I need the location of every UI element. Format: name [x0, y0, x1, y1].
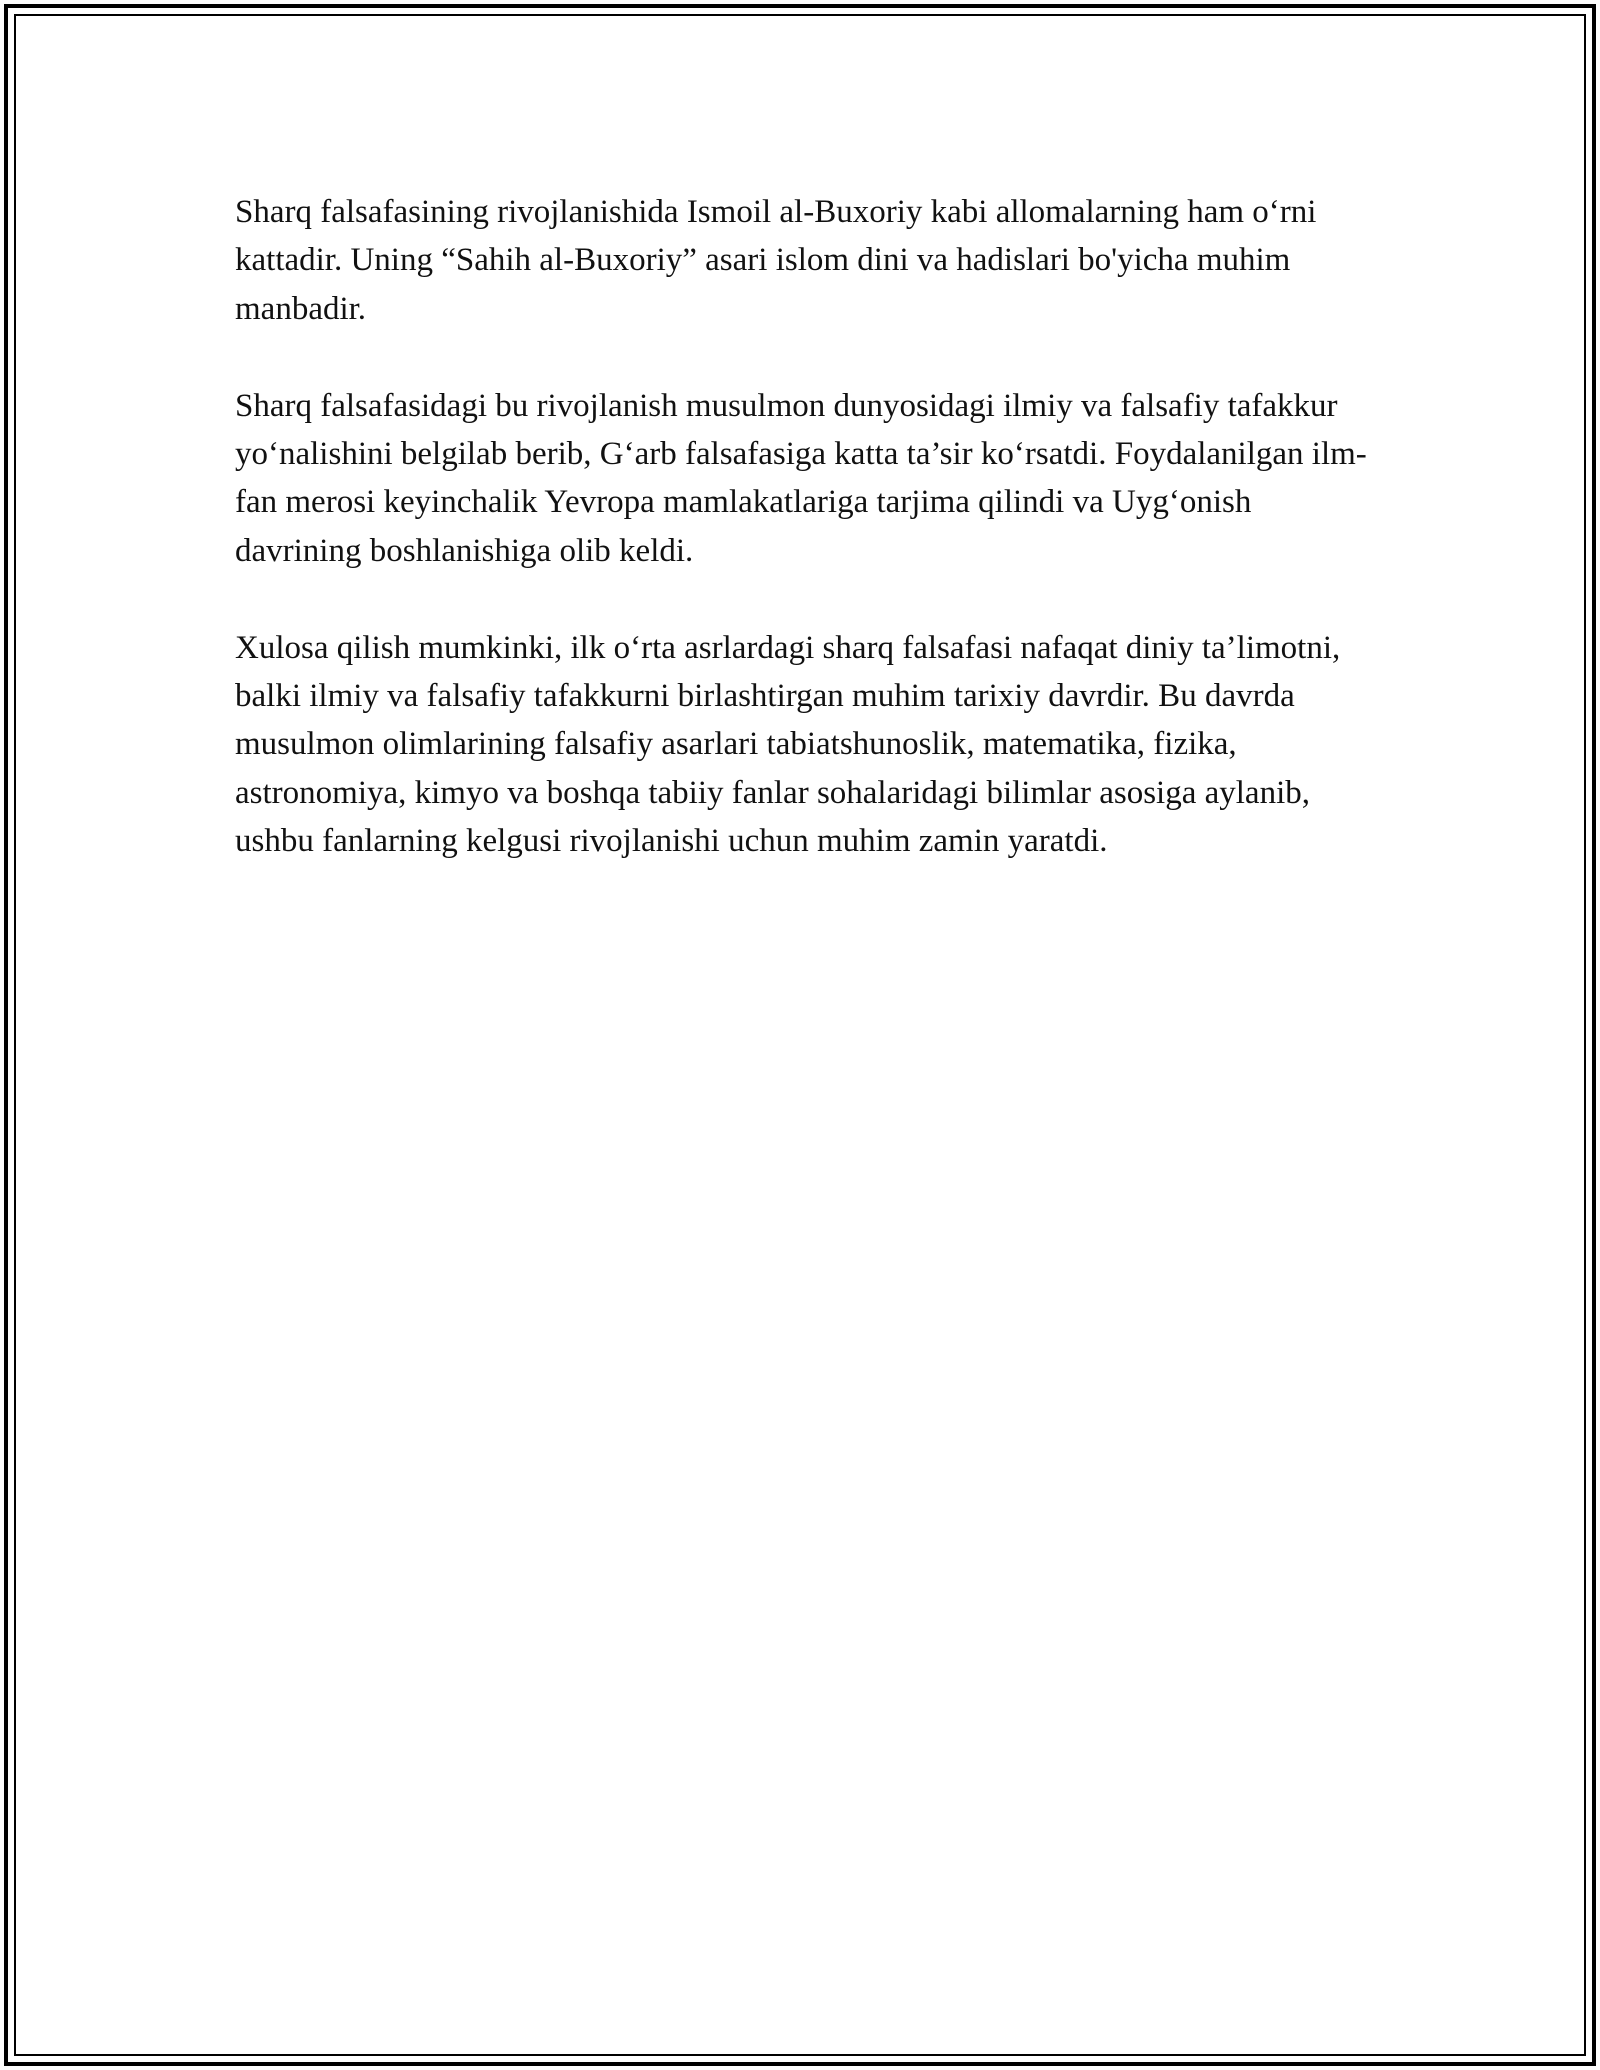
paragraph-conclusion: Xulosa qilish mumkinki, ilk o‘rta asrlardagi sharq falsafasi nafaqat diniy ta’limotni, balki ilmiy va falsafiy tafakkurni birlashtirgan muhim tarixiy davrdir. Bu davrda musulmon olimlarining falsafiy asarlari tabiatshunoslik, matematika, fizika, astronomiya, kimyo va boshqa tabiiy fanlar sohalaridagi bilimlar asosiga aylanib, ushbu fanlarning kelgusi rivojlanishi uchun muhim zamin yaratdi.: [235, 629, 1341, 860]
paragraph-buxoriy: Sharq falsafasining rivojlanishida Ismoil al-Buxoriy kabi allomalarning ham o‘rni kattadir. Uning “Sahih al-Buxoriy” asari islom dini va hadislari bo'yicha muhim manbadir.: [235, 194, 1317, 327]
paragraph-development: Sharq falsafasidagi bu rivojlanish musulmon dunyosidagi ilmiy va falsafiy tafakkur yo‘nalishini belgilab berib, G‘arb falsafasiga katta ta’sir ko‘rsatdi. Foydalanilgan ilm-fan merosi keyinchalik Yevropa mamlakatlariga tarjima qilindi va Uyg‘onish davrining boshlanishiga olib keldi.: [235, 387, 1367, 569]
document-body: [235, 188, 1375, 914]
